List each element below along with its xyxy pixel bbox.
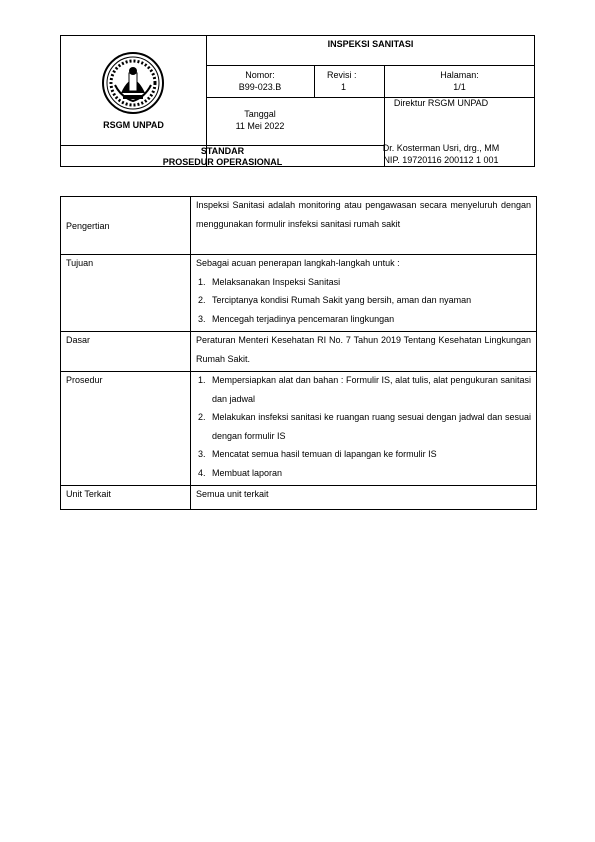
- unit-terkait-cell: [191, 486, 537, 510]
- direktur-name: Dr. Kosterman Usri, drg., MM: [382, 143, 500, 153]
- tujuan-intro: Sebagai acuan penerapan langkah-langkah untuk :: [196, 258, 400, 268]
- tujuan-label: Tujuan: [61, 255, 191, 332]
- revisi-value: 1: [341, 82, 347, 92]
- halaman-label: Halaman:: [440, 70, 479, 80]
- institution-name: RSGM UNPAD: [103, 120, 164, 130]
- list-item: 4. Membuat laporan: [198, 467, 283, 478]
- list-item: 1. Melaksanakan Inspeksi Sanitasi: [198, 276, 341, 287]
- standar-line2: PROSEDUR OPERASIONAL: [162, 157, 283, 167]
- dasar-label: Dasar: [61, 332, 191, 372]
- pengertian-cell: [191, 197, 537, 255]
- list-item: 1. Mempersiapkan alat dan bahan : Formulir IS, alat tulis, alat pengukuran sanitasi dan jadwal: [198, 375, 531, 404]
- direktur-title: Direktur RSGM UNPAD: [393, 98, 489, 108]
- tujuan-list: [196, 273, 531, 329]
- list-item: 3. Mencegah terjadinya pencemaran lingkungan: [198, 313, 395, 324]
- row-tujuan: [61, 255, 537, 332]
- nomor-value: B99-023.B: [238, 82, 282, 92]
- tujuan-cell: [191, 255, 537, 332]
- unit-terkait-label: Unit Terkait: [61, 486, 191, 510]
- document-title: INSPEKSI SANITASI: [327, 39, 414, 49]
- header-box: [60, 35, 535, 167]
- tanggal-value: 11 Mei 2022: [235, 121, 285, 131]
- pengertian-text: Inspeksi Sanitasi adalah monitoring atau pengawasan secara menyeluruh dengan menggunakan formulir insfeksi sanitasi rumah sakit: [196, 200, 531, 229]
- row-unit-terkait: [61, 486, 537, 510]
- unpad-logo-icon: [101, 51, 165, 115]
- prosedur-label: Prosedur: [61, 372, 191, 486]
- dasar-text: Peraturan Menteri Kesehatan RI No. 7 Tahun 2019 Tentang Kesehatan Lingkungan Rumah Sakit.: [196, 335, 531, 364]
- nomor-label: Nomor:: [245, 70, 275, 80]
- standar-line1: STANDAR: [200, 146, 245, 156]
- row-dasar: [61, 332, 537, 372]
- prosedur-list: [196, 371, 531, 482]
- sop-content-table: [60, 196, 537, 510]
- row-prosedur: [61, 372, 537, 486]
- halaman-value: 1/1: [453, 82, 466, 92]
- tanggal-label: Tanggal: [244, 109, 276, 119]
- dasar-cell: [191, 332, 537, 372]
- revisi-label: Revisi :: [327, 70, 357, 80]
- list-item: 2. Melakukan insfeksi sanitasi ke ruangan ruang sesuai dengan jadwal dan sesuai dengan formulir IS: [198, 412, 531, 441]
- list-item: 3. Mencatat semua hasil temuan di lapangan ke formulir IS: [198, 449, 437, 459]
- unit-terkait-text: Semua unit terkait: [196, 489, 269, 499]
- direktur-nip: NIP. 19720116 200112 1 001: [383, 155, 499, 165]
- pengertian-label: Pengertian: [61, 197, 191, 255]
- prosedur-cell: [191, 372, 537, 486]
- row-pengertian: [61, 197, 537, 255]
- list-item: 2. Terciptanya kondisi Rumah Sakit yang bersih, aman dan nyaman: [198, 295, 472, 305]
